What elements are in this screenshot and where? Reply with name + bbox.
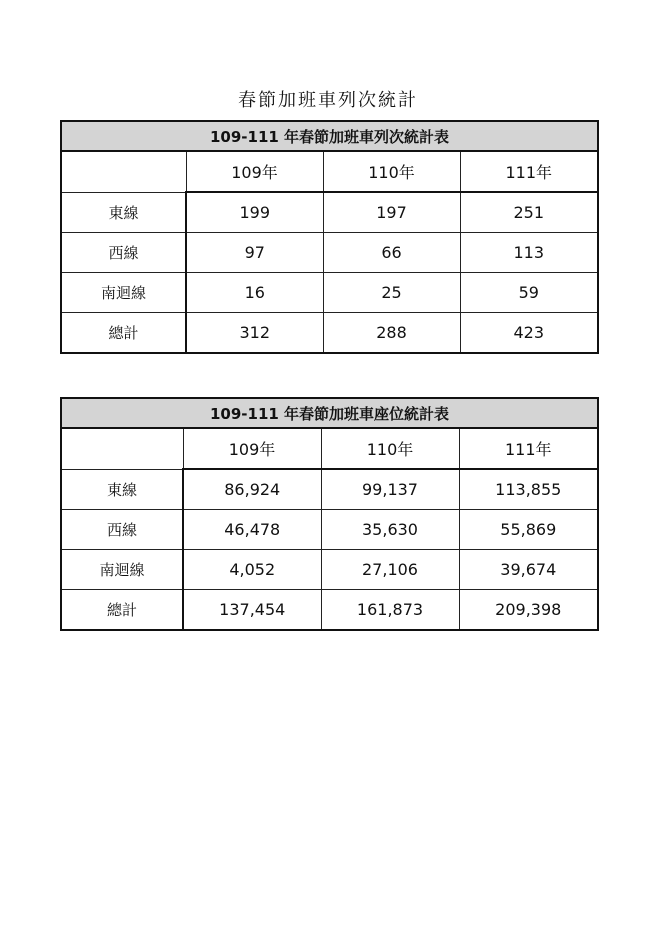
corner-cell [61, 151, 186, 192]
data-cell: 312 [186, 313, 323, 354]
column-header: 109年 [186, 151, 323, 192]
data-cell: 97 [186, 233, 323, 273]
table-row [61, 510, 598, 550]
data-cell: 423 [460, 313, 598, 354]
column-header: 111年 [460, 151, 598, 192]
table-row [61, 550, 598, 590]
table-caption: 109-111 年春節加班車座位統計表 [61, 398, 598, 428]
data-cell: 39,674 [459, 550, 598, 590]
data-cell: 251 [460, 192, 598, 233]
data-cell: 46,478 [183, 510, 321, 550]
column-header: 109年 [183, 428, 321, 469]
data-cell: 209,398 [459, 590, 598, 631]
row-label: 西線 [61, 233, 186, 273]
table-row [61, 469, 598, 510]
data-cell: 113,855 [459, 469, 598, 510]
table-caption: 109-111 年春節加班車列次統計表 [61, 121, 598, 151]
seat-count-table [60, 397, 599, 631]
data-cell: 25 [323, 273, 460, 313]
data-cell: 4,052 [183, 550, 321, 590]
data-cell: 55,869 [459, 510, 598, 550]
column-header: 111年 [459, 428, 598, 469]
column-header: 110年 [323, 151, 460, 192]
column-header: 110年 [321, 428, 459, 469]
document-title: 春節加班車列次統計 [238, 90, 418, 111]
train-runs-table [60, 120, 599, 354]
corner-cell [61, 428, 183, 469]
data-cell: 197 [323, 192, 460, 233]
data-cell: 161,873 [321, 590, 459, 631]
data-cell: 66 [323, 233, 460, 273]
data-cell: 59 [460, 273, 598, 313]
data-cell: 16 [186, 273, 323, 313]
table-row [61, 233, 598, 273]
table-row [61, 273, 598, 313]
row-label: 總計 [61, 313, 186, 354]
header-row [61, 151, 598, 192]
row-label: 南迴線 [61, 273, 186, 313]
data-cell: 288 [323, 313, 460, 354]
data-cell: 199 [186, 192, 323, 233]
data-cell: 35,630 [321, 510, 459, 550]
header-row [61, 428, 598, 469]
table-row [61, 590, 598, 631]
table-row [61, 192, 598, 233]
row-label: 西線 [61, 510, 183, 550]
row-label: 東線 [61, 469, 183, 510]
data-cell: 99,137 [321, 469, 459, 510]
data-cell: 113 [460, 233, 598, 273]
row-label: 東線 [61, 192, 186, 233]
row-label: 南迴線 [61, 550, 183, 590]
data-cell: 27,106 [321, 550, 459, 590]
data-cell: 86,924 [183, 469, 321, 510]
table-row [61, 313, 598, 354]
row-label: 總計 [61, 590, 183, 631]
data-cell: 137,454 [183, 590, 321, 631]
